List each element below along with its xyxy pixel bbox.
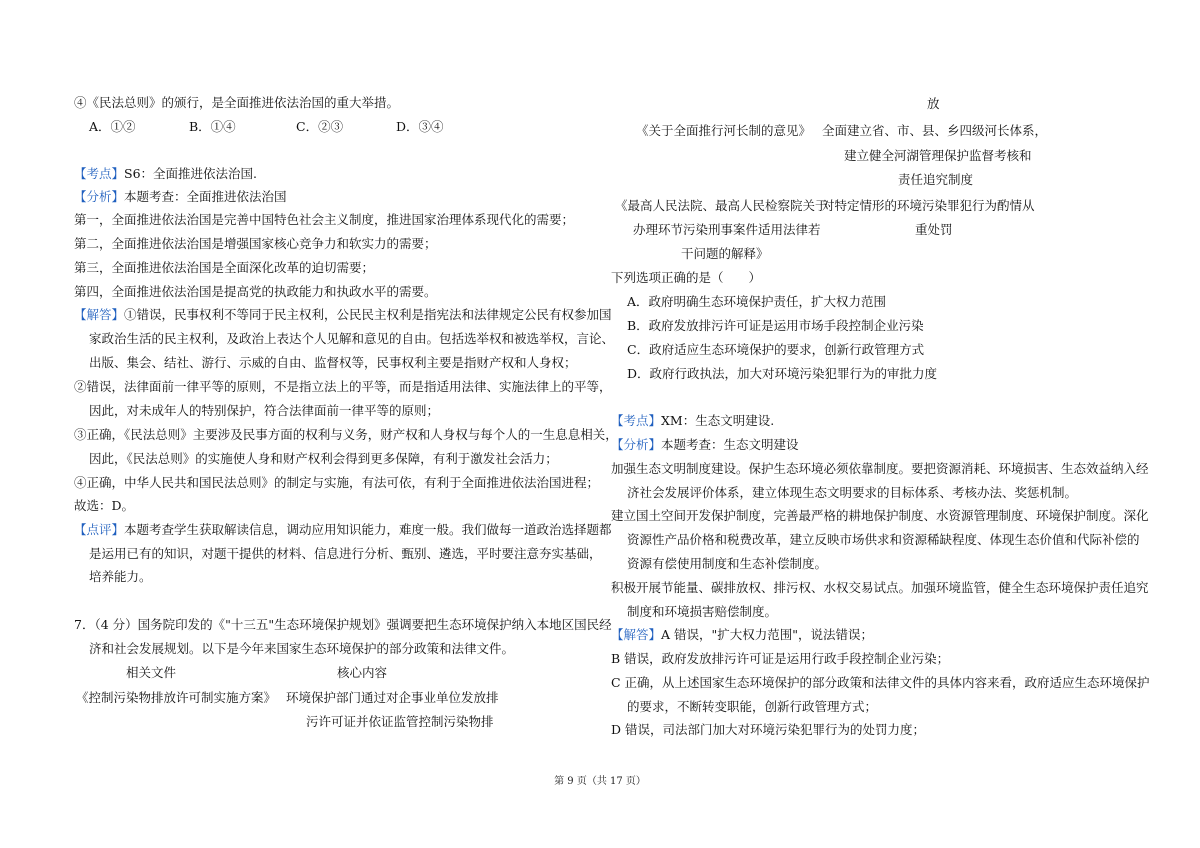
kaodian — [74, 166, 257, 182]
fenxi-text: 本题考查：生态文明建设 — [661, 437, 799, 452]
jieda-line: 的要求，不断转变职能，创新行政管理方式； — [627, 699, 878, 714]
fenxi-tag: 【分析】 — [74, 189, 125, 204]
fenxi-line: 第四，全面推进依法治国是提高党的执政能力和执政水平的需要。 — [74, 284, 437, 299]
table-row2-core: 建立健全河湖管理保护监督考核和 — [844, 148, 1032, 163]
page-footer: 第 9 页（共 17 页） — [554, 776, 646, 787]
dianping-line: 是运用已有的知识，对题干提供的材料、信息进行分析、甄别、遴选，平时要注意夯实基础， — [89, 546, 602, 561]
jieda-first: A 错误，"扩大权力范围"，说法错误； — [661, 627, 874, 642]
jieda-line: D 错误，司法部门加大对环境污染犯罪行为的处罚力度； — [611, 722, 925, 737]
jieda-line: ②错误，法律面前一律平等的原则，不是指立法上的平等，而是指适用法律、实施法律上的平等， — [74, 379, 612, 394]
jieda-line: ④正确，中华人民共和国民法总则》的制定与实施，有法可依，有利于全面推进依法治国进程； — [74, 475, 600, 490]
option-d: D．③④ — [396, 119, 444, 134]
table-row3-doc: 干问题的解释》 — [681, 246, 769, 261]
table-row3-doc: 《最高人民法院、最高人民检察院关于 — [615, 198, 828, 213]
option-c: C．②③ — [296, 119, 344, 134]
fenxi — [611, 437, 799, 453]
fenxi-line: 积极开展节能量、碳排放权、排污权、水权交易试点。加强环境监管，健全生态环境保护责任追究 — [611, 580, 1149, 595]
table-row2-doc: 《关于全面推行河长制的意见》 — [636, 123, 812, 138]
fenxi-line: 建立国土空间开发保护制度，完善最严格的耕地保护制度、水资源管理制度、环境保护制度。深化 — [611, 508, 1149, 523]
fenxi-text: 本题考查：全面推进依法治国 — [124, 189, 287, 204]
table-row3-core: 对特定情形的环境污染罪犯行为酌情从 — [822, 198, 1035, 213]
table-row3-core: 重处罚 — [915, 222, 953, 237]
fenxi-line: 第二，全面推进依法治国是增强国家核心竞争力和软实力的需要； — [74, 236, 437, 251]
dianping — [74, 522, 612, 538]
table-row3-doc: 办理环节污染刑事案件适用法律若 — [633, 222, 821, 237]
kaodian — [611, 413, 774, 429]
fenxi-tag: 【分析】 — [611, 437, 662, 452]
table-header-core: 核心内容 — [337, 665, 388, 680]
jieda-line: ③正确，《民法总则》主要涉及民事方面的权利与义务，财产权和人身权与每个人的一生息息相关， — [74, 427, 618, 442]
fenxi-line: 第三，全面推进依法治国是全面深化改革的迫切需要； — [74, 260, 375, 275]
jieda-first: ①错误，民事权利不等同于民主权利，公民民主权利是指宪法和法律规定公民有权参加国 — [124, 307, 612, 322]
dianping-tag: 【点评】 — [74, 522, 125, 537]
table-row2-core: 责任追究制度 — [898, 172, 974, 187]
kaodian-tag: 【考点】 — [74, 166, 125, 181]
jieda-line: 出版、集会、结社、游行、示威的自由、监督权等，民事权利主要是指财产权和人身权； — [89, 355, 577, 370]
question-7-line2: 济和社会发展规划。以下是今年来国家生态环境保护的部分政策和法律文件。 — [89, 641, 515, 656]
jieda — [611, 627, 873, 643]
jieda-line: 因此，对未成年人的特别保护，符合法律面前一律平等的原则； — [89, 403, 440, 418]
option-b: B．政府发放排污许可证是运用市场手段控制企业污染 — [627, 318, 924, 333]
jieda-tag: 【解答】 — [74, 307, 125, 322]
jieda — [74, 307, 612, 323]
jieda-line: 故选：D。 — [74, 498, 135, 513]
fenxi — [74, 189, 287, 205]
kaodian-text: S6：全面推进依法治国. — [124, 166, 258, 181]
jieda-line: 因此，《民法总则》的实施使人身和财产权利会得到更多保障，有利于激发社会活力； — [89, 451, 558, 466]
jieda-line: C 正确，从上述国家生态环境保护的部分政策和法律文件的具体内容来看，政府适应生态环境保护 — [611, 675, 1150, 690]
jieda-tag: 【解答】 — [611, 627, 662, 642]
option-a: A．政府明确生态环境保护责任，扩大权力范围 — [627, 294, 887, 309]
fenxi-line: 济社会发展评价体系，建立体现生态文明要求的目标体系、考核办法、奖惩机制。 — [627, 485, 1078, 500]
table-row1-core: 放 — [927, 96, 940, 111]
dianping-first: 本题考查学生获取解读信息，调动应用知识能力，难度一般。我们做每一道政治选择题都 — [124, 522, 612, 537]
option-a: A．①② — [89, 119, 136, 134]
table-row1-doc: 《控制污染物排放许可制实施方案》 — [76, 690, 277, 705]
fenxi-line: 加强生态文明制度建设。保护生态环境必须依靠制度。要把资源消耗、环境损害、生态效益纳入经 — [611, 461, 1149, 476]
option-d: D．政府行政执法，加大对环境污染犯罪行为的审批力度 — [627, 366, 938, 381]
question-prompt: 下列选项正确的是（ ） — [611, 270, 762, 285]
option-b: B．①④ — [189, 119, 236, 134]
kaodian-text: XM：生态文明建设. — [661, 413, 775, 428]
question-7-line1: 7．（4 分）国务院印发的《"十三五"生态环境保护规划》强调要把生态环境保护纳入本地区国民经 — [74, 617, 612, 632]
jieda-line: B 错误，政府发放排污许可证是运用行政手段控制企业污染； — [611, 651, 950, 666]
fenxi-line: 制度和环境损害赔偿制度。 — [627, 604, 778, 619]
table-header-doc: 相关文件 — [126, 665, 177, 680]
dianping-line: 培养能力。 — [89, 569, 152, 584]
table-row2-core: 全面建立省、市、县、乡四级河长体系， — [822, 123, 1048, 138]
option-c: C．政府适应生态环境保护的要求，创新行政管理方式 — [627, 342, 925, 357]
statement-4: ④《民法总则》的颁行，是全面推进依法治国的重大举措。 — [74, 95, 400, 110]
kaodian-tag: 【考点】 — [611, 413, 662, 428]
jieda-line: 家政治生活的民主权利，及政治上表达个人见解和意见的自由。包括选举权和被选举权，言论、 — [89, 331, 615, 346]
fenxi-line: 资源有偿使用制度和生态补偿制度。 — [627, 556, 828, 571]
table-row1-core: 环境保护部门通过对企事业单位发放排 — [286, 690, 499, 705]
fenxi-line: 资源性产品价格和税费改革，建立反映市场供求和资源稀缺程度、体现生态价值和代际补偿的 — [627, 532, 1140, 547]
table-row1-core: 污许可证并依证监管控制污染物排 — [306, 714, 494, 729]
fenxi-line: 第一，全面推进依法治国是完善中国特色社会主义制度，推进国家治理体系现代化的需要； — [74, 212, 575, 227]
